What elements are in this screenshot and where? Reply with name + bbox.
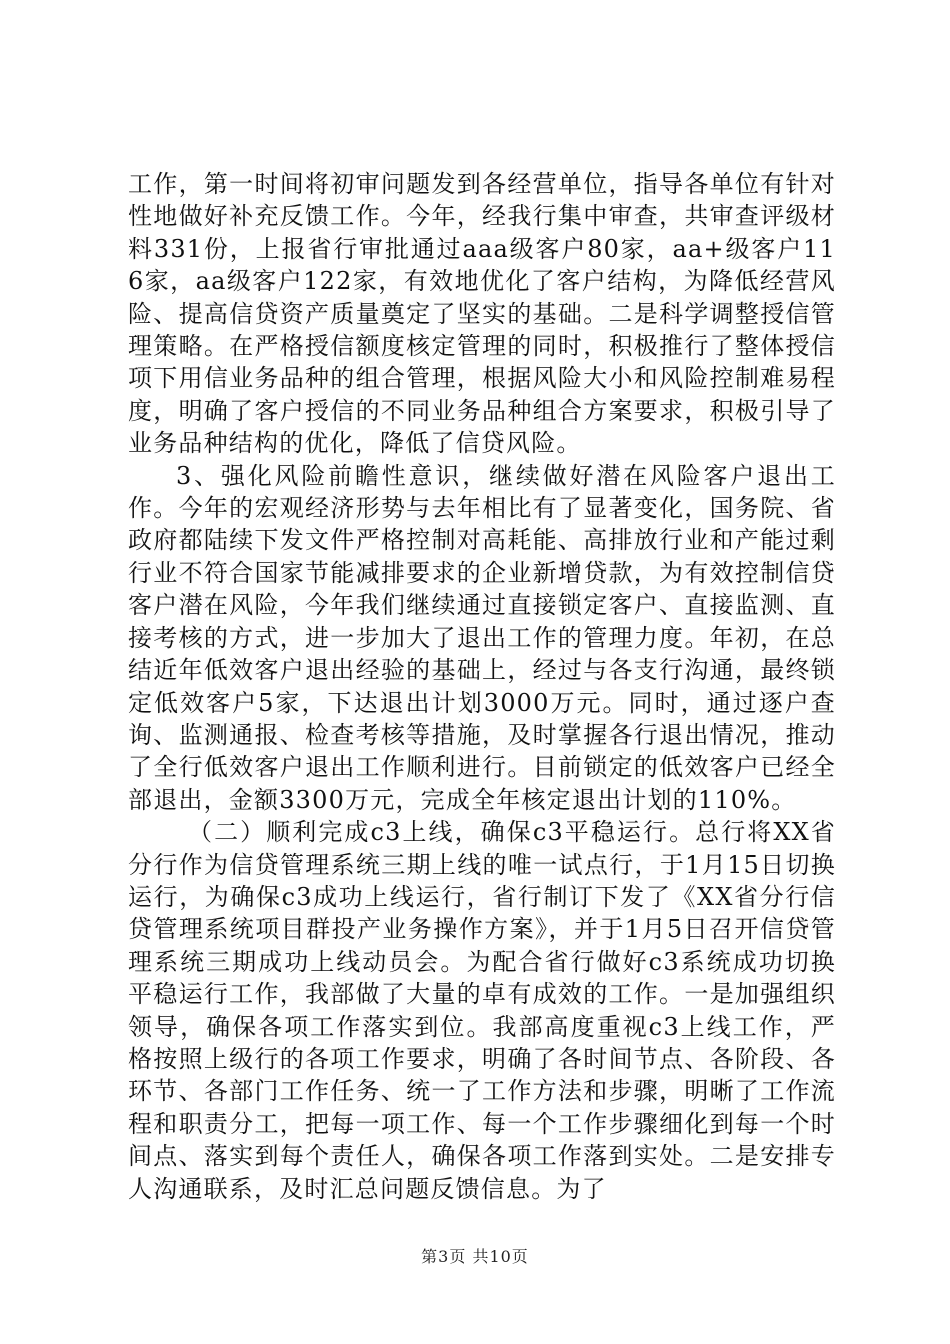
paragraph-c3-launch: （二）顺利完成c3上线，确保c3平稳运行。总行将XX省分行作为信贷管理系统三期上线的唯一试点行，于1月15日切换运行，为确保c3成功上线运行，省行制订下发了《XX省分行信贷管理系统项目群投产业务操作方案》，并于1月5日召开信贷管理系统三期成功上线动员会。为配合省行做好c3系统成功切换平稳运行工作，我部做了大量的卓有成效的工作。一是加强组织领导，确保各项工作落实到位。我部高度重视c3上线工作，严格按照上级行的各项工作要求，明确了各时间节点、各阶段、各环节、各部门工作任务、统一了工作方法和步骤，明晰了工作流程和职责分工，把每一项工作、每一个工作步骤细化到每一个时间点、落实到每个责任人，确保各项工作落到实处。二是安排专人沟通联系，及时汇总问题反馈信息。为了 (128, 818, 836, 1203)
paragraph-rating-review: 工作，第一时间将初审问题发到各经营单位，指导各单位有针对性地做好补充反馈工作。今年，经我行集中审查，共审查评级材料331份，上报省行审批通过aaa级客户80家，aa+级客户116家，aa级客户122家，有效地优化了客户结构，为降低经营风险、提高信贷资产质量奠定了坚实的基础。二是科学调整授信管理策略。在严格授信额度核定管理的同时，积极推行了整体授信项下用信业务品种的组合管理，根据风险大小和风险控制难易程度，明确了客户授信的不同业务品种组合方案要求，积极引导了业务品种结构的优化，降低了信贷风险。 (128, 170, 836, 458)
paragraph-risk-exit: 3、强化风险前瞻性意识，继续做好潜在风险客户退出工作。今年的宏观经济形势与去年相比有了显著变化，国务院、省政府都陆续下发文件严格控制对高耗能、高排放行业和产能过剩行业不符合国家节能减排要求的企业新增贷款，为有效控制信贷客户潜在风险，今年我们继续通过直接锁定客户、直接监测、直接考核的方式，进一步加大了退出工作的管理力度。年初，在总结近年低效客户退出经验的基础上，经过与各支行沟通，最终锁定低效客户5家，下达退出计划3000万元。同时，通过逐户查询、监测通报、检查考核等措施，及时掌握各行退出情况，推动了全行低效客户退出工作顺利进行。目前锁定的低效客户已经全部退出，金额3300万元，完成全年核定退出计划的110%。 (128, 461, 836, 814)
document-page (128, 168, 836, 1205)
page-number-footer: 第3页 共10页 (421, 1247, 529, 1266)
